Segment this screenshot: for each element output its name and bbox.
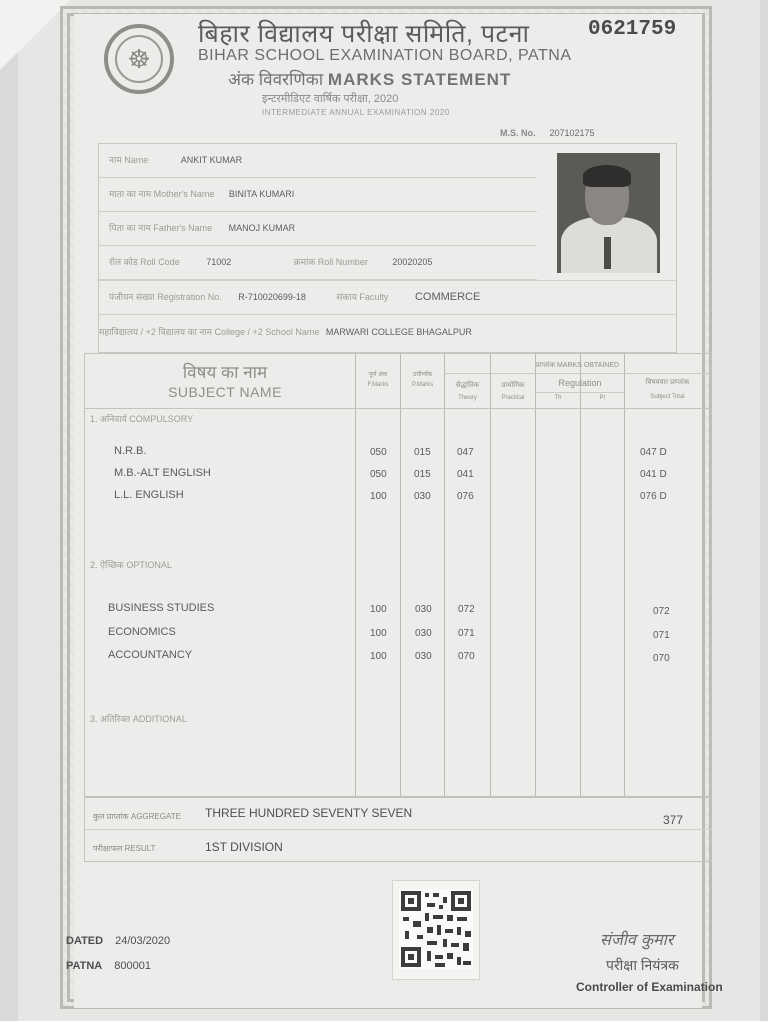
registration-number: R-710020699-18 (238, 292, 306, 302)
full-marks: 100 (370, 651, 387, 662)
subject-header-hindi: विषय का नाम (182, 363, 268, 382)
controller-title-english: Controller of Examination (576, 980, 723, 994)
subject-name: L.L. ENGLISH (114, 489, 184, 501)
full-marks: 050 (370, 447, 387, 458)
full-marks-header: F.Marks (367, 382, 389, 388)
full-marks: 050 (370, 469, 387, 480)
theory-marks: 047 (457, 447, 474, 458)
name-row: नाम Name ANKIT KUMAR (99, 144, 537, 178)
aggregate-words: THREE HUNDRED SEVENTY SEVEN (205, 806, 413, 820)
qr-code-icon (392, 880, 480, 980)
subject-name: ECONOMICS (108, 626, 176, 638)
full-marks: 100 (370, 604, 387, 615)
exam-name-english: INTERMEDIATE ANNUAL EXAMINATION 2020 (262, 108, 450, 117)
subject-total: 047 D (640, 447, 667, 458)
roll-code: 71002 (206, 257, 232, 267)
subject-total-header-hindi: विषयवार प्राप्तांक (645, 379, 690, 386)
col-divider (624, 353, 625, 796)
col-divider (490, 353, 491, 796)
col-divider (355, 353, 356, 796)
col-divider (535, 353, 536, 796)
father-row: पिता का नाम Father's Name MANOJ KUMAR (99, 212, 537, 246)
full-marks-header-hindi: पूर्ण अंक (368, 372, 388, 378)
subject-name: N.R.B. (114, 445, 147, 457)
father-name: MANOJ KUMAR (228, 223, 296, 233)
board-name-english: BIHAR SCHOOL EXAMINATION BOARD, PATNA (198, 47, 572, 64)
subject-total: 041 D (640, 469, 667, 480)
subject-name: BUSINESS STUDIES (108, 602, 215, 614)
practical-header: Practical (501, 395, 525, 401)
col-divider (400, 353, 401, 796)
registration-row: पंजीयन संख्या Registration No. R-710020699-18 संकाय Faculty COMMERCE (99, 280, 676, 315)
serial-number: 0621759 (588, 18, 677, 41)
practical-header-hindi: प्रायोगिक (501, 382, 525, 389)
theory-marks: 070 (458, 651, 475, 662)
subject-header-english: SUBJECT NAME (168, 384, 282, 400)
college-row: महाविद्यालय / +2 विद्यालय का नाम College / +2 School Name MARWARI COLLEGE BHAGALPUR (99, 327, 472, 337)
subject-total: 070 (653, 653, 670, 664)
result-value: 1ST DIVISION (205, 840, 283, 854)
place-line: PATNA 800001 (66, 960, 151, 972)
aggregate-box (84, 796, 712, 862)
college-name: MARWARI COLLEGE BHAGALPUR (325, 327, 472, 337)
mother-row: माता का नाम Mother's Name BINITA KUMARI (99, 178, 537, 212)
theory-marks: 076 (457, 491, 474, 502)
theory-marks: 072 (458, 604, 475, 615)
theory-header: Theory (458, 395, 477, 401)
controller-signature: संजीव कुमार (600, 930, 674, 949)
controller-title-hindi: परीक्षा नियंत्रक (606, 957, 679, 973)
pass-marks: 030 (415, 651, 432, 662)
header-subdivider (535, 392, 624, 393)
roll-row: रोल कोड Roll Code 71002 क्रमांक Roll Number 20020205 (99, 246, 537, 280)
board-name-hindi: बिहार विद्यालय परीक्षा समिति, पटना (198, 20, 530, 48)
theory-header-hindi: सैद्धांतिक (455, 382, 480, 389)
subject-name: M.B.-ALT ENGLISH (114, 467, 211, 479)
subject-total: 072 (653, 606, 670, 617)
pass-marks: 015 (414, 469, 431, 480)
optional-section-label: 2. ऐच्छिक OPTIONAL (90, 560, 172, 570)
compulsory-section-label: 1. अनिवार्य COMPULSORY (90, 414, 194, 424)
pass-marks: 030 (415, 628, 432, 639)
student-photo (557, 153, 660, 273)
ms-number: M.S. No. 207102175 (500, 128, 595, 138)
regulation-header: Regulation (558, 378, 602, 388)
roll-number: 20020205 (392, 257, 433, 267)
exam-name-hindi: इन्टरमीडिएट वार्षिक परीक्षा, 2020 (262, 93, 399, 105)
regulation-th-header: Th (554, 395, 562, 401)
col-divider (444, 353, 445, 796)
subject-total: 071 (653, 630, 670, 641)
pass-marks: 030 (415, 604, 432, 615)
pass-marks: 015 (414, 447, 431, 458)
additional-section-label: 3. अतिरिक्त ADDITIONAL (90, 714, 187, 724)
full-marks: 100 (370, 628, 387, 639)
result-label: परीक्षाफल RESULT (93, 844, 156, 853)
theory-marks: 071 (458, 628, 475, 639)
regulation-pr-header: Pr (599, 395, 606, 401)
marks-obtained-header: प्राप्तांक MARKS OBTAINED (535, 362, 620, 369)
aggregate-total: 377 (663, 813, 684, 827)
aggregate-label: कुल प्राप्तांक AGGREGATE (93, 812, 181, 821)
mother-name: BINITA KUMARI (228, 189, 295, 199)
student-name: ANKIT KUMAR (180, 155, 243, 165)
board-seal-icon: ☸ (104, 24, 174, 94)
date-line: DATED 24/03/2020 (66, 935, 171, 947)
pass-marks-header-hindi: उत्तीर्णांक (412, 372, 433, 378)
theory-marks: 041 (457, 469, 474, 480)
col-divider (580, 353, 581, 796)
header-subdivider (444, 373, 710, 374)
header-divider (84, 408, 710, 409)
pass-marks-header: P.Marks (411, 382, 434, 388)
faculty: COMMERCE (414, 291, 481, 303)
document-title: अंक विवरणिका MARKS STATEMENT (228, 70, 512, 89)
full-marks: 100 (370, 491, 387, 502)
pass-marks: 030 (414, 491, 431, 502)
subject-total: 076 D (640, 491, 667, 502)
subject-total-header: Subject Total (650, 394, 685, 400)
subject-name: ACCOUNTANCY (108, 649, 193, 661)
